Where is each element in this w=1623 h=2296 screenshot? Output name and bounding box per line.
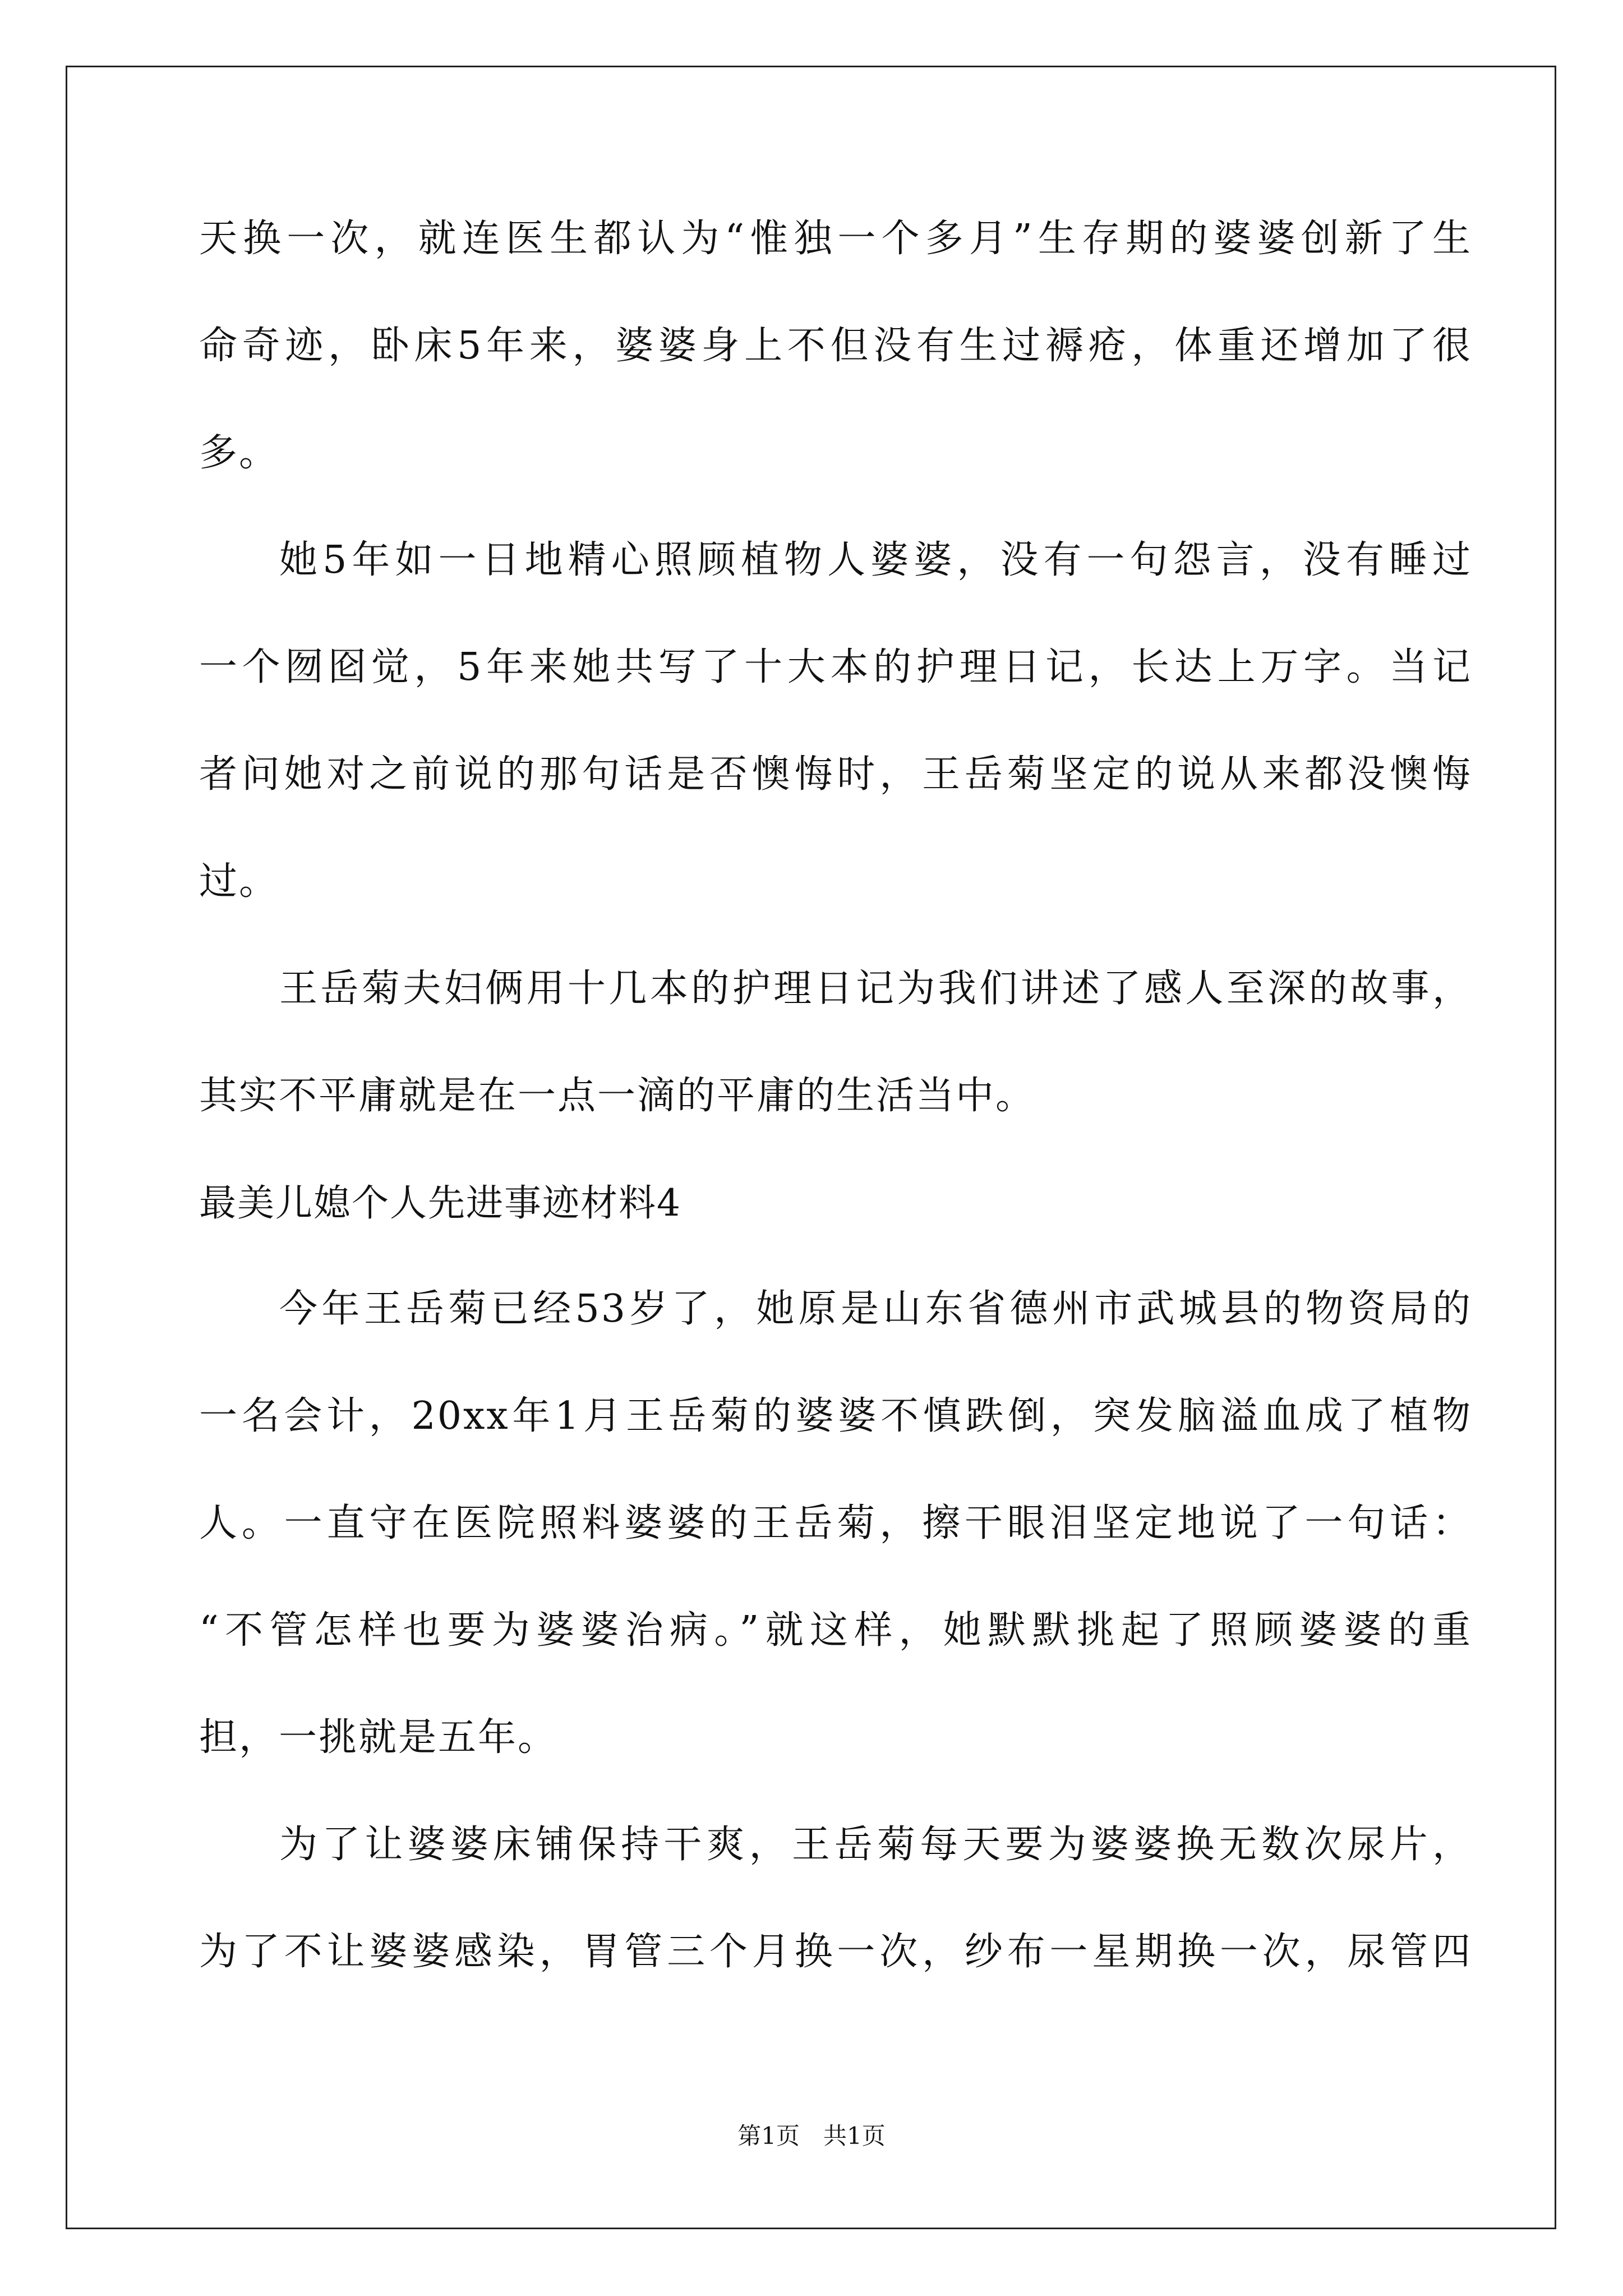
body-line: 一个囫囵觉，5年来她共写了十大本的护理日记，长达上万字。当记	[199, 645, 1472, 689]
body-line: 天换一次，就连医生都认为“惟独一个多月”生存期的婆婆创新了生	[199, 217, 1472, 261]
body-line: 人。一直守在医院照料婆婆的王岳菊，擦干眼泪坚定地说了一句话：	[199, 1501, 1472, 1545]
section-heading: 最美儿媳个人先进事迹材料4	[199, 1181, 681, 1225]
page-frame	[66, 66, 1556, 2229]
body-line: 今年王岳菊已经53岁了，她原是山东省德州市武城县的物资局的	[279, 1287, 1472, 1331]
body-line: 一名会计，20xx年1月王岳菊的婆婆不慎跌倒，突发脑溢血成了植物	[199, 1394, 1472, 1438]
body-line: 其实不平庸就是在一点一滴的平庸的生活当中。	[199, 1074, 1036, 1118]
body-line: 为了不让婆婆感染，胃管三个月换一次，纱布一星期换一次，尿管四	[199, 1930, 1472, 1974]
page-footer: 第1页 共1页	[737, 2122, 886, 2150]
body-line: 担，一挑就是五年。	[199, 1715, 558, 1760]
body-line: 者问她对之前说的那句话是否懊悔时，王岳菊坚定的说从来都没懊悔	[199, 752, 1472, 797]
body-line: 为了让婆婆床铺保持干爽，王岳菊每天要为婆婆换无数次尿片，	[279, 1823, 1472, 1867]
body-line: 王岳菊夫妇俩用十几本的护理日记为我们讲述了感人至深的故事，	[279, 967, 1472, 1011]
body-line: 多。	[199, 431, 279, 475]
body-line: 命奇迹，卧床5年来，婆婆身上不但没有生过褥疮，体重还增加了很	[199, 324, 1472, 368]
body-line: 她5年如一日地精心照顾植物人婆婆，没有一句怨言，没有睡过	[279, 538, 1472, 582]
body-line: 过。	[199, 859, 279, 904]
body-line: “不管怎样也要为婆婆治病。”就这样，她默默挑起了照顾婆婆的重	[199, 1608, 1472, 1653]
